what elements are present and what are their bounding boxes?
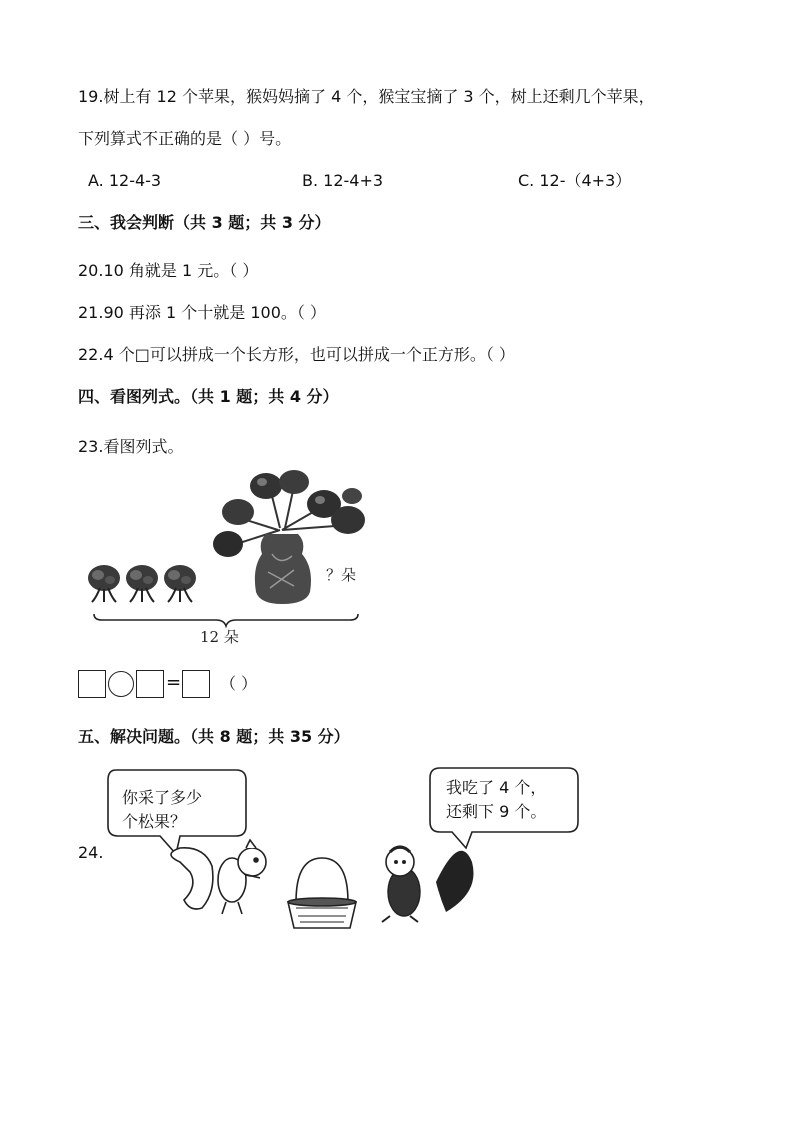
question-count-label: ？朵	[326, 566, 357, 584]
right-bubble-line1: 我吃了 4 个，	[446, 778, 547, 797]
total-count-label: 12 朵	[200, 628, 239, 646]
q19-option-c: C. 12-（4+3）	[518, 171, 632, 190]
equation-operator-circle[interactable]	[108, 671, 134, 697]
left-squirrel	[171, 840, 266, 914]
left-bubble-line1: 你采了多少	[122, 788, 203, 807]
q20-text: 20.10 角就是 1 元。（ ）	[78, 261, 259, 280]
section4-heading: 四、看图列式。（共 1 题；共 4 分）	[78, 387, 339, 406]
equation-equals-sign: =	[166, 672, 182, 693]
section5-heading: 五、解决问题。（共 8 题；共 35 分）	[78, 727, 350, 746]
q19-option-b: B. 12-4+3	[302, 171, 384, 190]
section3-heading: 三、我会判断（共 3 题；共 3 分）	[78, 213, 331, 232]
q22-text: 22.4 个□可以拼成一个长方形，也可以拼成一个正方形。（ ）	[78, 345, 515, 364]
loose-flower-2	[126, 565, 158, 602]
equation-box-2[interactable]	[136, 670, 164, 698]
loose-flower-1	[88, 565, 120, 602]
right-squirrel	[382, 847, 474, 922]
q19-line1: 19.树上有 12 个苹果，猴妈妈摘了 4 个，猴宝宝摘了 3 个，树上还剩几个苹果，	[78, 87, 655, 106]
equation-box-result[interactable]	[182, 670, 210, 698]
q24-number: 24.	[78, 843, 104, 862]
loose-flower-3	[164, 565, 196, 602]
q19-option-a: A. 12-4-3	[88, 171, 162, 190]
q21-text: 21.90 再添 1 个十就是 100。（ ）	[78, 303, 326, 322]
q19-line2: 下列算式不正确的是（ ）号。	[78, 129, 292, 148]
basket	[288, 858, 356, 928]
equation-box-1[interactable]	[78, 670, 106, 698]
q23-text: 23.看图列式。	[78, 437, 184, 456]
left-bubble-line2: 个松果？	[122, 812, 187, 831]
equation-unit-paren: （ ）	[220, 674, 258, 693]
right-bubble-line2: 还剩下 9 个。	[446, 802, 547, 821]
